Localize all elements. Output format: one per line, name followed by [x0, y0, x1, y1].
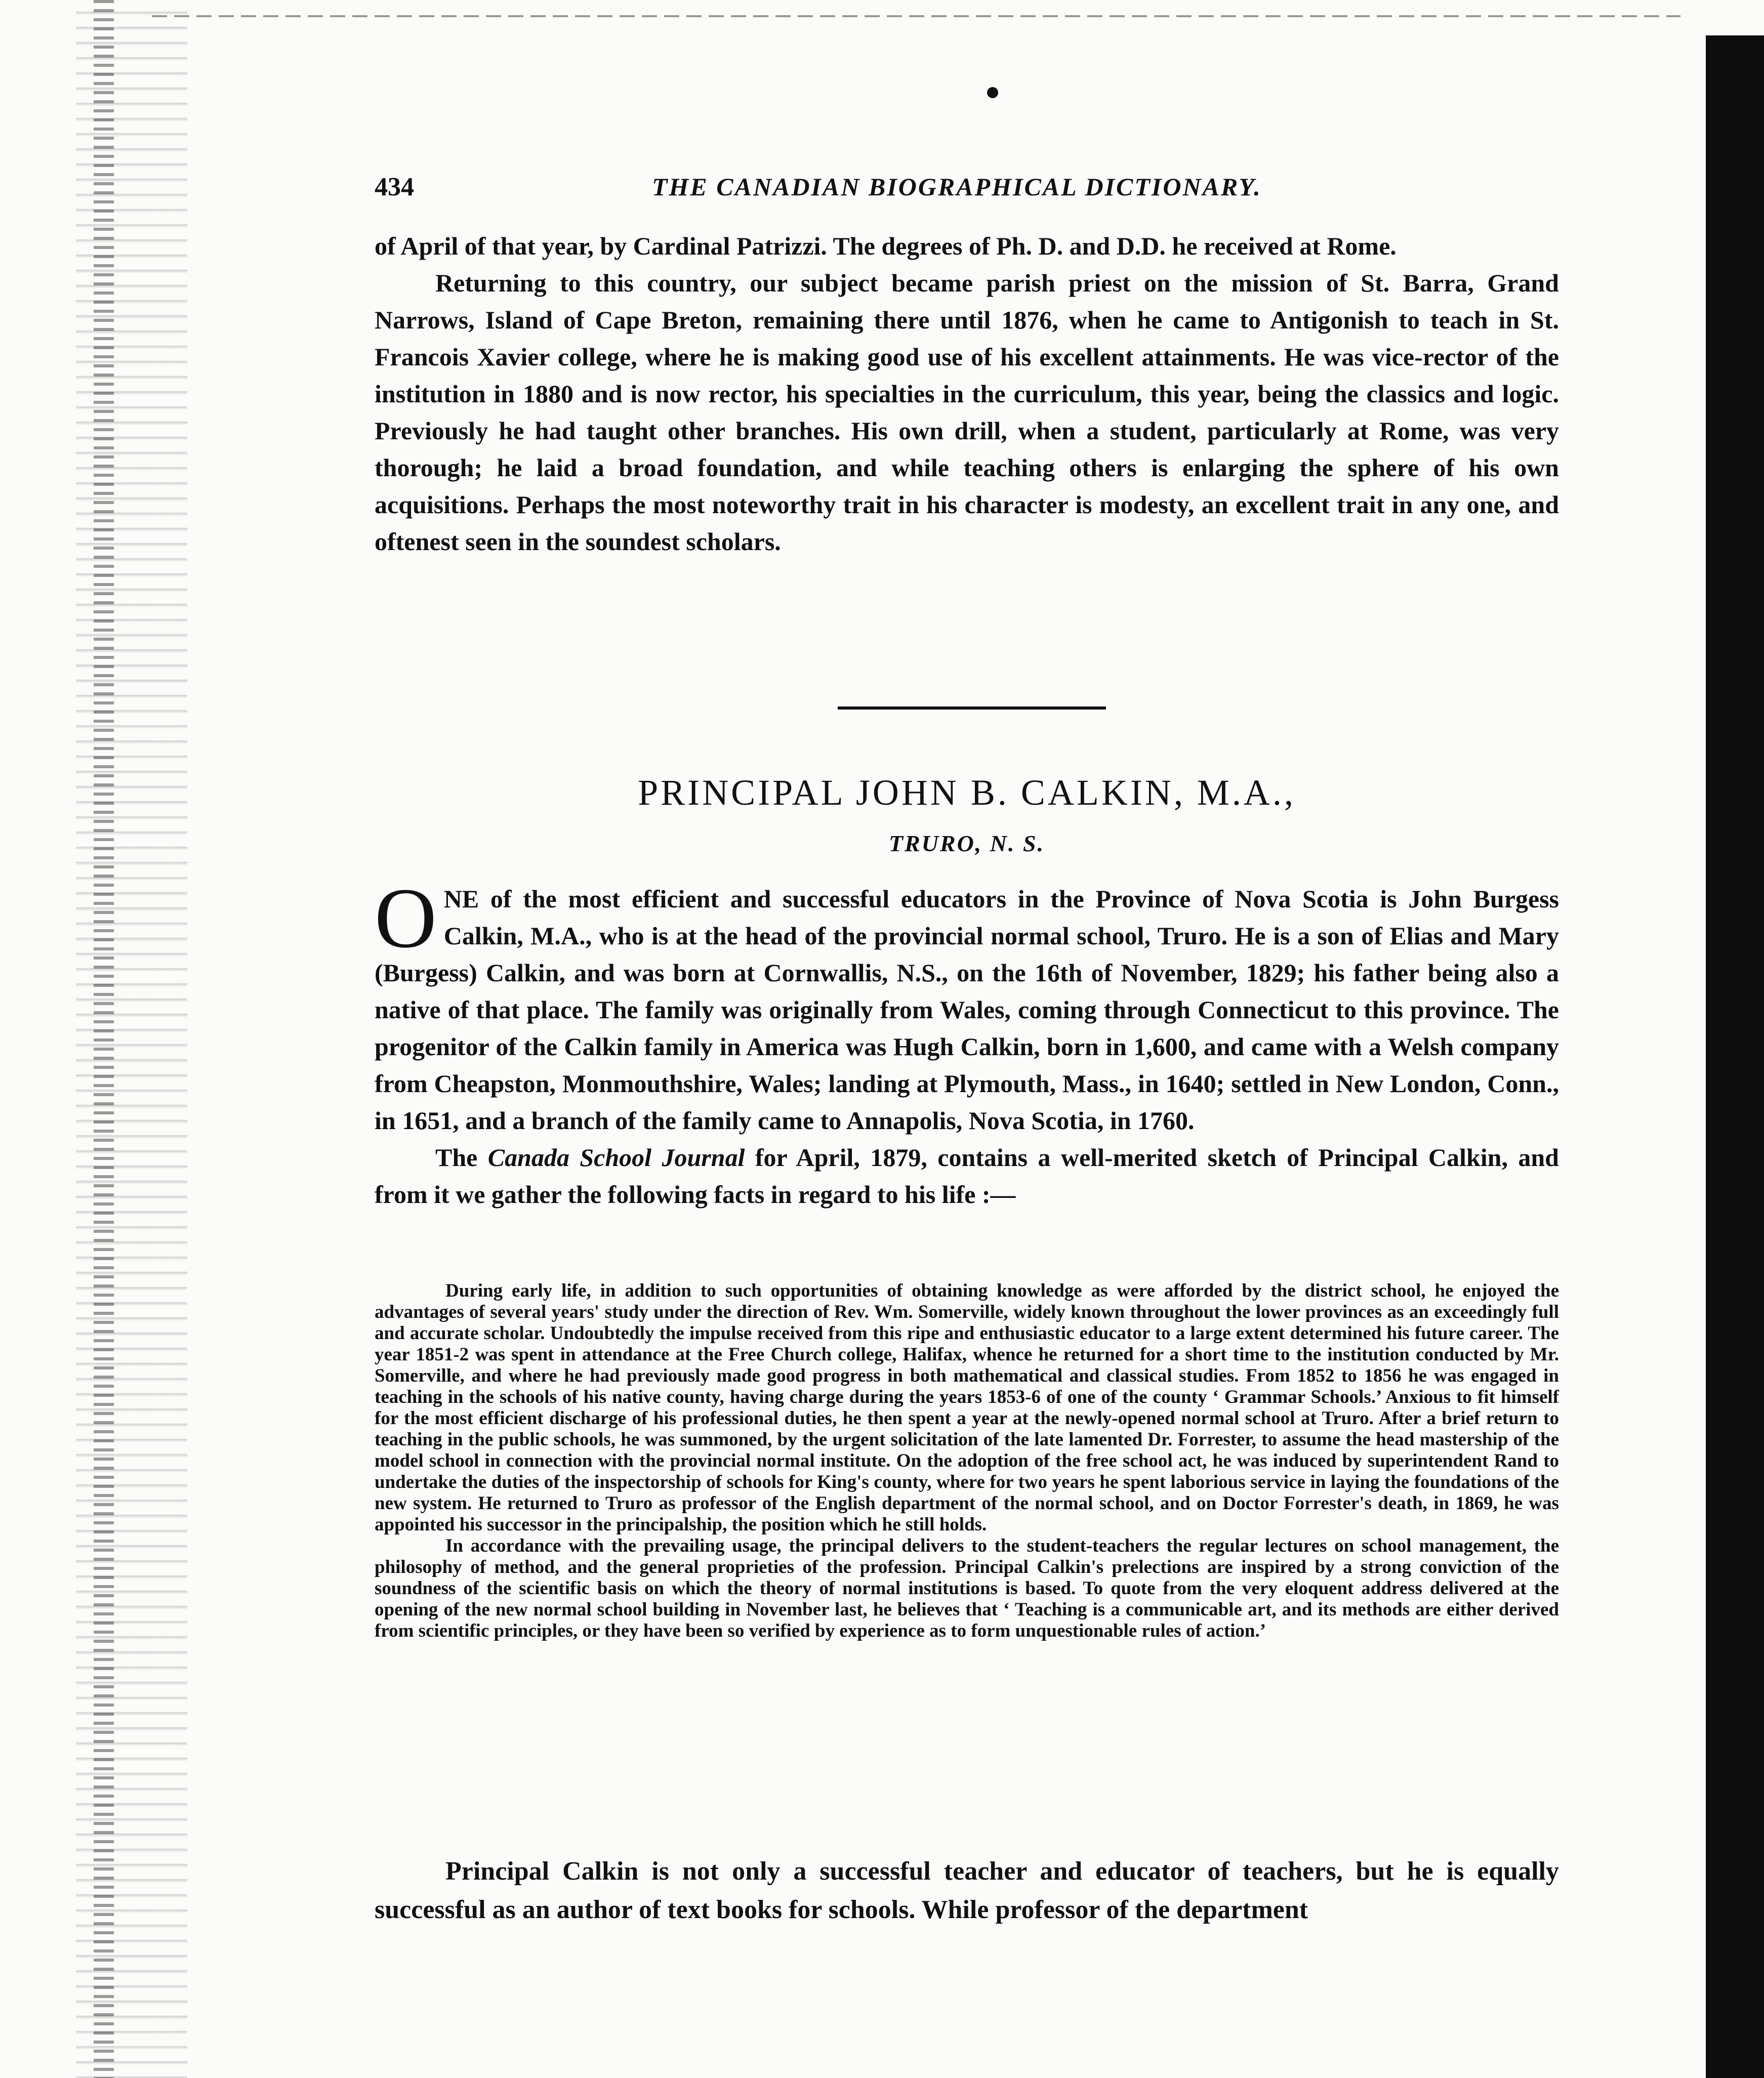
- entry-title: PRINCIPAL JOHN B. CALKIN, M.A.,: [638, 772, 1296, 813]
- journal-title: Canada School Journal: [487, 1143, 745, 1172]
- second-paragraph-rest: for April, 1879, contains a well-merited sketch of Principal Calkin, and from it we gather the following facts in regard to his life :—: [375, 1143, 1559, 1209]
- running-title: THE CANADIAN BIOGRAPHICAL DICTIONARY.: [652, 173, 1262, 201]
- quote-paragraph-1: During early life, in addition to such opportunities of obtaining knowledge as were afforded by the district school, he enjoyed the advantages of several years' study under the direction of Rev. Wm. Somerville, widely known throughout the lower provinces as an exceedingly full and accurate scholar. Undoubtedly the impulse received from this ripe and enthusiastic educator to a large extent determined his future career. The year 1851-2 was spent in attendance at the Free Church college, Halifax, whence he returned for a short time to the institution conducted by Mr. Somerville, and where he had previously made good progress in both mathematical and classical studies. From 1852 to 1856 he was engaged in teaching in the schools of his native county, having charge during the years 1853-6 of one of the county ‘ Grammar Schools.’ Anxious to fit himself for the most efficient discharge of his professional duties, he then spent a year at the newly-opened normal school at Truro. After a brief return to teaching in the public schools, he was summoned, by the urgent solicitation of the late lamented Dr. Forrester, to assume the head mastership of the model school in connection with the provincial normal institute. On the adoption of the free school act, he was induced by superintendent Rand to undertake the duties of the inspectorship of schools for King's county, where for two years he spent laborious service in laying the foundations of the new system. He returned to Truro as professor of the English department of the normal school, and on Doctor Forrester's death, in 1869, he was appointed his successor in the principalship, the position which he still holds.: [375, 1280, 1559, 1535]
- closing-paragraph: Principal Calkin is not only a successful teacher and educator of teachers, but he is equally successful as an author of text books for schools. While professor of the department: [375, 1857, 1559, 1924]
- quoted-sketch: [375, 1280, 1559, 1642]
- closing-text: [375, 1852, 1559, 1929]
- previous-entry-text: [375, 228, 1559, 560]
- quote-paragraph-2: In accordance with the prevailing usage, the principal delivers to the student-teachers the regular lectures on school management, the philosophy of method, and the general proprieties of the profession. Principal Calkin's prelections are inspired by a strong conviction of the soundness of the scientific basis on which the theory of normal institutions is based. To quote from the very eloquent address delivered at the opening of the new normal school building in November last, he believes that ‘ Teaching is a communicable art, and its methods are either derived from scientific principles, or they have been so verified by experience as to form unquestionable rules of action.’: [375, 1535, 1559, 1641]
- previous-entry-paragraph-2: Returning to this country, our subject became parish priest on the mission of St. Barra, Grand Narrows, Island of Cape Breton, remaining there until 1876, when he came to Antigonish to teach in St. Francois Xavier college, where he is making good use of his excellent attainments. He was vice-rector of the institution in 1880 and is now rector, his specialties in the curriculum, this year, being the classics and logic. Previously he had taught other branches. His own drill, when a student, particularly at Rome, was very thorough; he laid a broad foundation, and while teaching others is enlarging the sphere of his own acquisitions. Perhaps the most noteworthy trait in his character is modesty, an excellent trait in any one, and oftenest seen in the soundest scholars.: [375, 269, 1559, 556]
- second-paragraph: [375, 1139, 1559, 1213]
- drop-cap: O: [375, 870, 437, 966]
- ink-dot: [987, 87, 998, 98]
- scan-binding-shadow: [76, 0, 187, 2078]
- opening-paragraph: NE of the most efficient and successful educators in the Province of Nova Scotia is John Burgess Calkin, M.A., who is at the head of the provincial normal school, Truro. He is a son of Elias and Mary (Burgess) Calkin, and was born at Cornwallis, N.S., on the 16th of November, 1829; his father being also a native of that place. The family was originally from Wales, coming through Connecticut to this province. The progenitor of the Calkin family in America was Hugh Calkin, born in 1,600, and came with a Welsh company from Cheapston, Monmouthshire, Wales; landing at Plymouth, Mass., in 1640; settled in New London, Conn., in 1651, and a branch of the family came to Annapolis, Nova Scotia, in 1760.: [375, 885, 1559, 1135]
- entry-opening: [375, 870, 1559, 1213]
- section-divider: [838, 706, 1106, 710]
- entry-location: TRURO, N. S.: [888, 830, 1045, 856]
- page-number: 434: [375, 173, 414, 201]
- previous-entry-paragraph-1: of April of that year, by Cardinal Patrizzi. The degrees of Ph. D. and D.D. he received at Rome.: [375, 232, 1397, 260]
- scan-left-edge: [94, 0, 114, 2078]
- page-header: [375, 172, 1559, 213]
- scan-top-rule: [152, 15, 1680, 17]
- second-paragraph-lead: The: [435, 1143, 488, 1172]
- scan-right-edge-bar: [1706, 35, 1764, 2078]
